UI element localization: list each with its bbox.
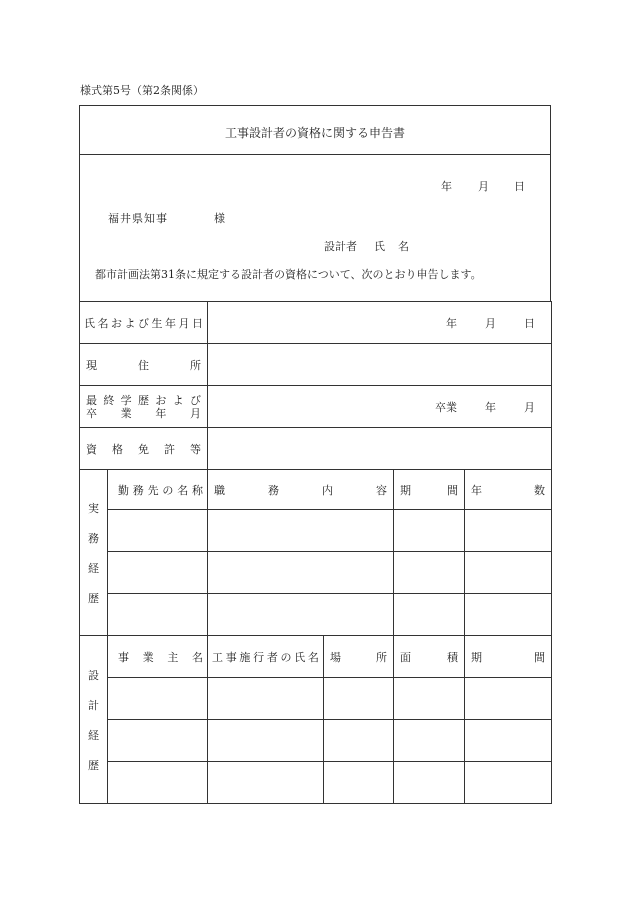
design-cell-contractor[interactable] [208,678,324,720]
row-education [80,386,552,428]
label-char: 経 [88,728,99,742]
label-char: 務 [88,531,99,545]
practice-row [80,510,552,552]
label-char: 勤 [118,483,129,497]
practice-cell-period[interactable] [394,510,465,552]
form-table [79,301,552,804]
design-header-period [465,636,552,678]
label-char: 月 [189,406,201,420]
label-char: 年 [155,406,167,420]
label-char: 積 [447,650,458,664]
design-cell-owner[interactable] [108,678,208,720]
label-char: 終 [103,393,115,407]
label-char: 所 [376,650,387,664]
label-address [80,344,208,386]
label-name-birth [80,302,208,344]
grad-month-label: 月 [524,400,535,414]
practice-cell-duties[interactable] [208,552,394,594]
label-char: 務 [268,483,279,497]
label-char: 現 [86,358,97,372]
practice-cell-employer[interactable] [108,594,208,636]
label-char: 等 [190,442,201,456]
practice-row [80,552,552,594]
field-name-birth[interactable] [208,302,552,344]
practice-cell-period[interactable] [394,552,465,594]
label-char: 間 [447,483,458,497]
design-cell-owner[interactable] [108,720,208,762]
label-char: 主 [167,650,179,664]
label-char: 名 [307,650,319,664]
label-char: 名 [177,483,189,497]
design-cell-area[interactable] [394,678,465,720]
addressee: 福井県知事 [108,212,168,225]
label-char: 務 [132,483,144,497]
practice-header-years [465,470,552,510]
field-license[interactable] [208,428,552,470]
label-char: び [138,316,149,330]
label-license [80,428,208,470]
label-char: 生 [151,316,163,330]
practice-header-row [80,470,552,510]
label-char: お [111,316,122,330]
label-char: 工 [212,650,223,664]
label-char: 氏 [84,316,95,330]
date-month-label: 月 [478,180,489,193]
label-char: 住 [138,358,149,372]
design-side-label [80,636,108,804]
label-char: 事 [118,650,129,664]
design-row [80,762,552,804]
practice-cell-years[interactable] [465,552,552,594]
row-address [80,344,552,386]
label-char: 施 [239,650,251,664]
label-char: 資 [86,442,97,456]
design-header-area [394,636,465,678]
label-char: 月 [178,316,190,330]
graduation-label: 卒業 [435,400,457,414]
label-char: 内 [322,483,333,497]
practice-side-label [80,470,108,636]
design-header-row [80,636,552,678]
label-char: 名 [191,650,203,664]
practice-cell-duties[interactable] [208,510,394,552]
label-char: 業 [120,406,132,420]
birth-year-label: 年 [446,316,457,330]
declaration-statement: 都市計画法第31条に規定する設計者の資格について、次のとおり申告します。 [95,268,482,281]
name-label-2: 名 [398,240,409,253]
design-row [80,720,552,762]
design-header-contractor [208,636,324,678]
label-char: 実 [88,501,99,515]
design-cell-contractor[interactable] [208,720,324,762]
design-cell-location[interactable] [324,720,394,762]
label-char: よ [172,393,184,407]
label-char: 場 [330,650,341,664]
label-char: 年 [471,483,482,497]
label-char: 容 [376,483,387,497]
label-char: 数 [534,483,545,497]
label-char: 歴 [88,758,99,772]
label-char: 称 [191,483,203,497]
design-cell-period[interactable] [465,720,552,762]
label-char: お [155,393,167,407]
label-char: 歴 [88,591,99,605]
field-address[interactable] [208,344,552,386]
declaration-header-box [79,105,551,302]
practice-header-period [394,470,465,510]
design-cell-period[interactable] [465,678,552,720]
label-char: 職 [214,483,225,497]
label-char: び [189,393,201,407]
design-cell-area[interactable] [394,720,465,762]
label-char: 行 [253,650,265,664]
row-license [80,428,552,470]
birth-month-label: 月 [485,316,496,330]
label-char: 間 [534,650,545,664]
label-char: 所 [190,358,201,372]
practice-cell-duties[interactable] [208,594,394,636]
label-char: の [162,483,174,497]
label-char: 者 [266,650,278,664]
label-char: 事 [225,650,237,664]
practice-cell-period[interactable] [394,594,465,636]
design-cell-location[interactable] [324,762,394,804]
label-char: 最 [86,393,97,407]
label-education [80,386,208,428]
name-label-1: 氏 [374,240,385,253]
label-char: 許 [164,442,175,456]
practice-cell-employer[interactable] [108,510,208,552]
field-education[interactable] [208,386,552,428]
grad-year-label: 年 [485,400,496,414]
label-char: 卒 [86,406,97,420]
design-cell-owner[interactable] [108,762,208,804]
label-char: 経 [88,561,99,575]
design-cell-period[interactable] [465,762,552,804]
birth-day-label: 日 [524,316,535,330]
practice-header-duties [208,470,394,510]
form-number: 様式第5号（第2条関係） [80,84,204,97]
designer-label: 設計者 [324,240,357,253]
label-char: 計 [88,698,99,712]
honorific: 様 [214,212,225,225]
date-day-label: 日 [514,180,525,193]
date-year-label: 年 [441,180,452,193]
label-char: よ [124,316,136,330]
label-char: 期 [471,650,482,664]
label-char: 期 [400,483,411,497]
practice-cell-years[interactable] [465,594,552,636]
design-row [80,678,552,720]
label-char: 設 [88,668,99,682]
label-char: 日 [192,316,203,330]
label-char: 歴 [137,393,149,407]
label-char: 免 [138,442,149,456]
label-char: 名 [97,316,109,330]
label-char: 学 [120,393,132,407]
design-cell-contractor[interactable] [208,762,324,804]
practice-row [80,594,552,636]
label-char: 先 [147,483,159,497]
label-char: 業 [142,650,154,664]
row-name-birth [80,302,552,344]
label-char: 氏 [294,650,306,664]
label-char: 年 [165,316,176,330]
design-header-location [324,636,394,678]
design-header-owner [108,636,208,678]
practice-header-employer [108,470,208,510]
practice-cell-years[interactable] [465,510,552,552]
design-cell-area[interactable] [394,762,465,804]
form-title: 工事設計者の資格に関する申告書 [224,126,405,140]
title-row [80,106,550,155]
label-char: 格 [112,442,123,456]
label-char: 面 [400,650,411,664]
design-cell-location[interactable] [324,678,394,720]
practice-cell-employer[interactable] [108,552,208,594]
label-char: の [280,650,292,664]
